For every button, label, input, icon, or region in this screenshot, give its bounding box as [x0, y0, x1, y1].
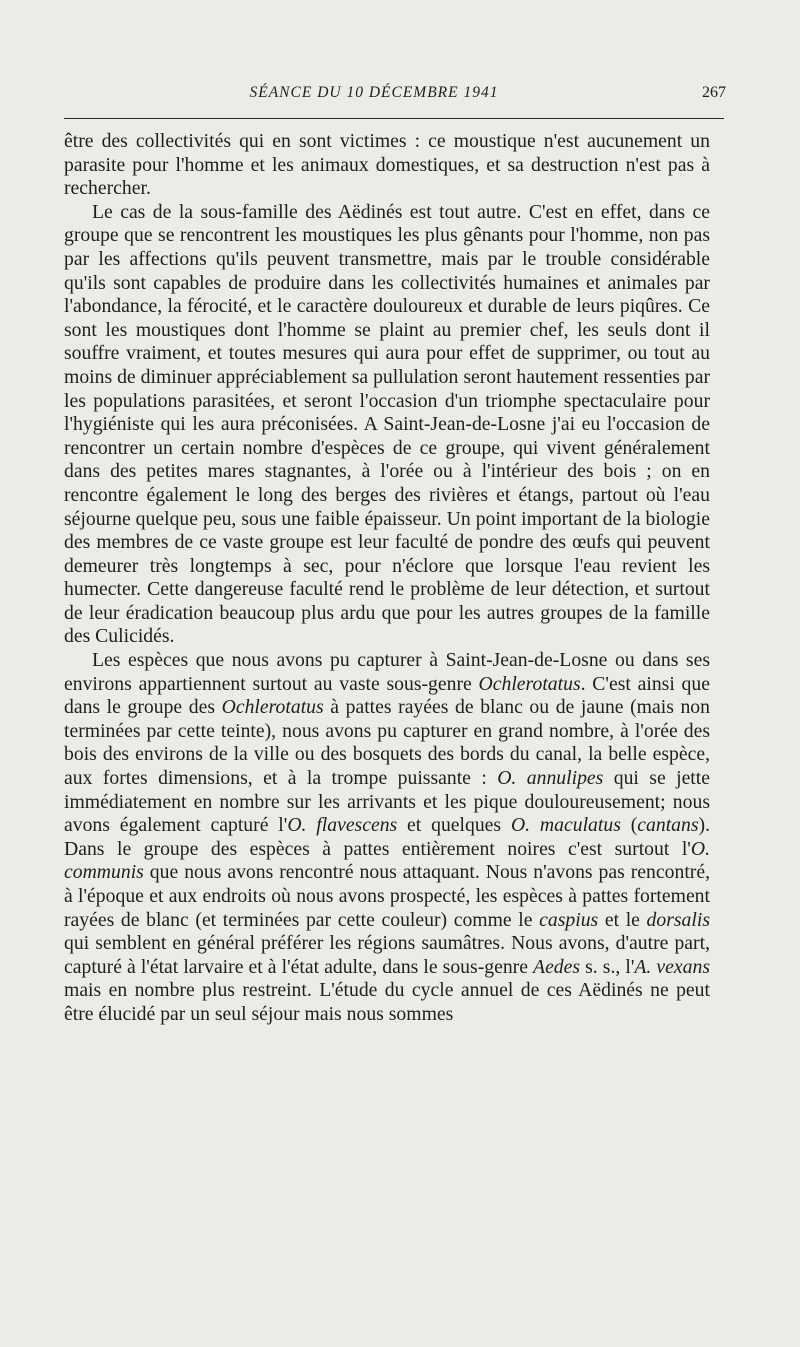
species-name: Ochlerotatus: [478, 672, 581, 695]
species-name: caspius: [539, 908, 599, 931]
page-header: [64, 84, 726, 112]
species-name: O. maculatus: [510, 814, 621, 837]
paragraph-3-text: s. s., l': [580, 955, 635, 978]
species-name: A. vexans: [634, 955, 710, 978]
species-name: O. flavescens: [287, 814, 398, 837]
paragraph-3-text: (: [620, 814, 638, 837]
paragraph-3-text: que nous avons rencontré nous attaquant. Nous n'avons pas rencontré, à l'époque et aux endroits où nous avons prospecté, les espèces à pattes fortement rayées de blanc (et terminées par cette couleur) comme le: [64, 861, 710, 931]
paragraph-3-text: . C'est ainsi que dans le groupe des: [64, 672, 710, 719]
species-name: dorsalis: [646, 908, 711, 931]
paragraph-3-text: et le: [598, 908, 647, 931]
paragraph-3-text: à pattes rayées de blanc ou de jaune (mais non terminées par cette teinte), nous avons pu capturer en grand nombre, à l'orée des bois des environs de la ville ou des bosquets des bords du canal, la belle espèce, aux fortes dimensions, et à la trompe puissante :: [64, 696, 710, 790]
header-rule: [64, 118, 724, 119]
paragraph-1: être des collectivités qui en sont victimes : ce moustique n'est aucunement un parasite pour l'homme et les animaux domestiques, et sa destruction n'est pas à rechercher.: [64, 130, 710, 200]
paragraph-3: [64, 649, 710, 1027]
running-head: SÉANCE DU 10 DÉCEMBRE 1941: [249, 84, 499, 101]
species-name: Aedes: [533, 955, 581, 978]
paragraph-3-text: qui semblent en général préférer les régions saumâtres. Nous avons, d'autre part, capturé à l'état larvaire et à l'état adulte, dans le sous-genre: [64, 932, 710, 978]
paragraph-2: Le cas de la sous-famille des Aëdinés est tout autre. C'est en effet, dans ce groupe que se rencontrent les moustiques les plus gênants pour l'homme, non pas par les affections qu'ils peuvent transmettre, mais par le trouble considérable qu'ils sont capables de produire dans les collectivités humaines et animales par l'abondance, la férocité, et le caractère douloureux et durable de leurs piqûres. Ce sont les moustiques dont l'homme se plaint au premier chef, les seuls dont il souffre vraiment, et toutes mesures qui aura pour effet de supprimer, ou tout au moins de diminuer appréciablement sa pullulation seront hautement ressenties par les populations parasitées, et seront l'occasion d'un triomphe spectaculaire pour l'hygiéniste qui les aura préconisées. A Saint-Jean-de-Losne j'ai eu l'occasion de rencontrer un certain nombre d'espèces de ce groupe, qui vivent généralement dans des petites mares stagnantes, à l'orée ou à l'intérieur des bois ; on en rencontre également le long des berges des rivières et étangs, partout où l'eau séjourne quelque peu, sous une faible épaisseur. Un point important de la biologie des membres de ce vaste groupe est leur faculté de pondre des œufs qui peuvent demeurer très longtemps à sec, pour n'éclore que lorsque l'eau revient les humecter. Cette dangereuse faculté rend le problème de leur détection, et surtout de leur éradication beaucoup plus ardu que pour les autres groupes de la famille des Culicidés.: [64, 200, 710, 648]
paragraph-3-text: et quelques: [397, 814, 511, 837]
species-name: cantans: [637, 814, 699, 837]
species-name: O. communis: [64, 837, 710, 884]
paragraph-3-text: mais en nombre plus restreint. L'étude du cycle annuel de ces Aëdinés ne peut être élucidé par un seul séjour mais nous sommes: [64, 979, 710, 1025]
page-number: 267: [702, 84, 726, 101]
body-text: [64, 130, 710, 1027]
paragraph-3-text: qui se jette immédiatement en nombre sur les arrivants et les pique douloureusement; nous avons également capturé l': [64, 767, 710, 837]
species-name: Ochlerotatus: [221, 696, 324, 719]
species-name: O. annulipes: [497, 767, 604, 790]
paragraph-3-text: ). Dans le groupe des espèces à pattes entièrement noires c'est surtout l': [64, 814, 710, 860]
paragraph-3-text: Les espèces que nous avons pu capturer à Saint-Jean-de-Losne ou dans ses environs appartiennent surtout au vaste sous-genre: [64, 649, 710, 695]
